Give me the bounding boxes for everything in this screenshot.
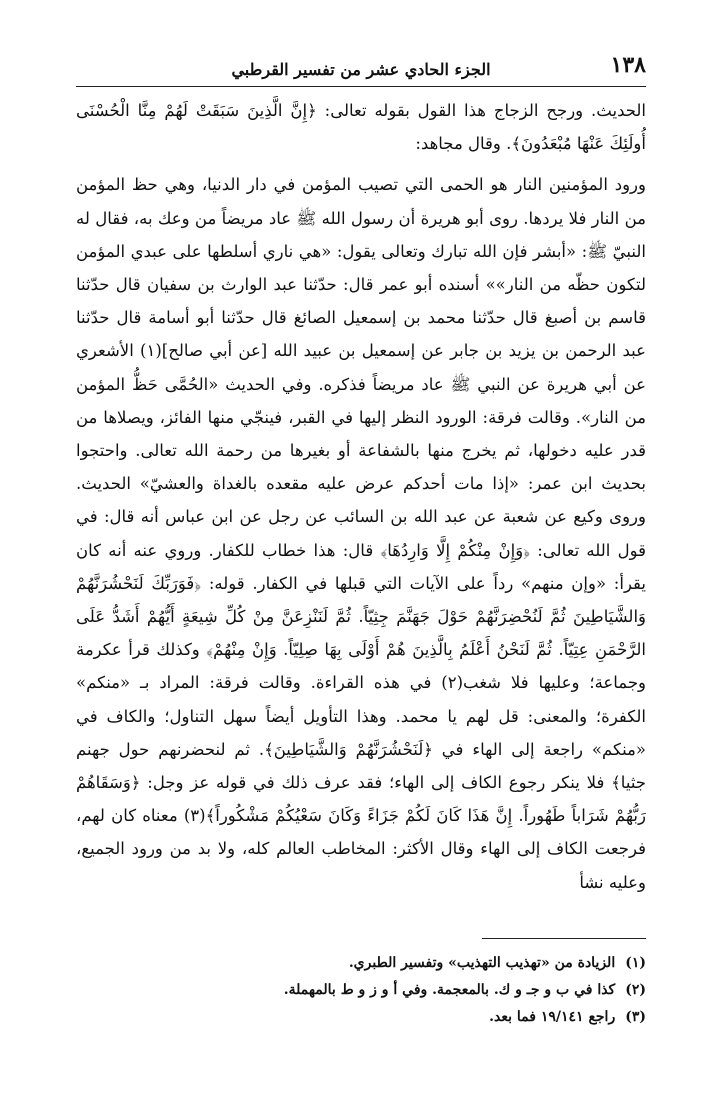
footnote-divider — [482, 938, 646, 939]
paragraph: الحديث. ورجح الزجاج هذا القول بقوله تعالى: ﴿إِنَّ الَّذِينَ سَبَقَتْ لَهُمْ مِنَّا الْحُسْنَى أُولَئِكَ عَنْهَا مُبْعَدُونَ﴾. وقال مجاهد: — [76, 101, 646, 154]
paragraph: ورود المؤمنين النار هو الحمى التي تصيب المؤمن في دار الدنيا، وهي حظ المؤمن من النار فلا يردها. روى أبو هريرة أن رسول الله ﷺ عاد مريضاً من وعك به، فقال له النبيّ ﷺ: «أبشر فإن الله تبارك وتعالى يقول: «هي ناري أسلطها على عبدي المؤمن لتكون حظّه من النار»» أسنده أبو عمر قال: حدّثنا عبد الوارث بن سفيان قال حدّثنا قاسم بن أصبغ قال حدّثنا محمد بن إسمعيل الصائغ قال حدّثنا أبو أسامة قال حدّثنا عبد الرحمن بن يزيد بن جابر عن إسمعيل بن عبيد الله [عن أبي صالح](١) الأشعري عن أبي هريرة عن النبي ﷺ عاد مريضاً فذكره. وفي الحديث «الحُمَّى حَظُّ المؤمن من النار». وقالت فرقة: الورود النظر إليها في القبر، فينجّي منها الفائز، ويصلاها من قدر عليه دخولها، ثم يخرج منها بالشفاعة أو بغيرها من رحمة الله تعالى. واحتجوا بحديث ابن عمر: «إذا مات أحدكم عرض عليه مقعده بالغداة والعشيّ» الحديث. وروى وكيع عن شعبة عن عبد الله بن السائب عن رجل عن ابن عباس أنه قال: في قول الله تعالى: ﴿وَإِنْ مِنْكُمْ إِلَّا وَارِدُهَا﴾ قال: هذا خطاب للكفار. وروي عنه أنه كان يقرأ: «وإن منهم» رداً على الآيات التي قبلها في الكفار. قوله: ﴿فَوَرَبِّكَ لَنَحْشُرَنَّهُمْ وَالشَّيَاطِينَ ثُمَّ لَنُحْضِرَنَّهُمْ حَوْلَ جَهَنَّمَ جِثِيّاً. ثُمَّ لَنَنْزِعَنَّ مِنْ كُلِّ شِيعَةٍ أَيُّهُمْ أَشَدُّ عَلَى الرَّحْمَنِ عِتِيّاً. ثُمَّ لَنَحْنُ أَعْلَمُ بِالَّذِينَ هُمْ أَوْلَى بِهَا صِلِيّاً. وَإِنْ مِنْهُمْ﴾ وكذلك قرأ عكرمة وجماعة؛ وعليها فلا شغب(٢) في هذه القراءة. وقالت فرقة: المراد بـ «منكم» الكفرة؛ والمعنى: قل لهم يا محمد. وهذا التأويل أيضاً سهل التناول؛ والكاف في «منكم» راجعة إلى الهاء في ﴿لَنَحْشُرَنَّهُمْ وَالشَّيَاطِينَ﴾. ثم لنحضرنهم حول جهنم جثيا﴾ فلا ينكر رجوع الكاف إلى الهاء؛ فقد عرف ذلك في قوله عز وجل: ﴿وَسَقَاهُمْ رَبُّهُمْ شَرَاباً طَهُوراً. إِنَّ هَذَا كَانَ لَكُمْ جَزَاءً وَكَانَ سَعْيُكُمْ مَشْكُوراً﴾(٣) معناه كان لهم، فرجعت الكاف إلى الهاء وقال الأكثر: المخاطب العالم كله، ولا بد من ورود الجميع، وعليه نشأ — [76, 175, 646, 892]
footnotes — [76, 950, 646, 1031]
footnote-number: (٢) — [625, 982, 646, 998]
running-title: الجزء الحادي عشر من تفسير القرطبي — [231, 60, 491, 79]
footnote — [76, 977, 646, 1004]
page-header — [76, 52, 646, 87]
footnote-text: راجع ١٩/١٤١ فما بعد. — [489, 1009, 616, 1025]
footnote-number: (٣) — [625, 1009, 646, 1025]
footnote — [76, 1004, 646, 1031]
footnote-text: الزيادة من «تهذيب التهذيب» وتفسير الطبري. — [348, 955, 616, 971]
footnote-text: كذا في ب و جـ و ك. بالمعجمة. وفي أ و ز و ط بالمهملة. — [283, 982, 616, 998]
page-number: ١٣٨ — [610, 52, 646, 78]
footnote-number: (١) — [625, 955, 646, 971]
main-text — [76, 94, 646, 902]
footnote — [76, 950, 646, 977]
